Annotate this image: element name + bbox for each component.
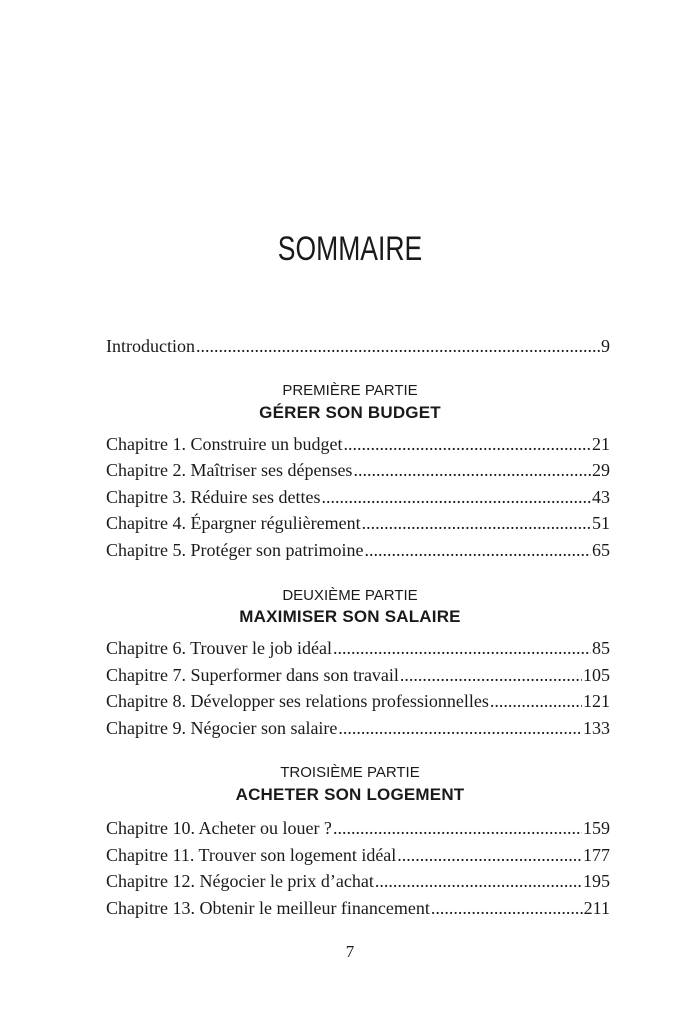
toc-entry-introduction[interactable] bbox=[106, 335, 610, 357]
toc-entry-chapter-11[interactable] bbox=[106, 844, 610, 866]
dot-leader bbox=[333, 637, 591, 659]
dot-leader bbox=[375, 870, 582, 892]
dot-leader bbox=[353, 459, 591, 481]
dot-leader bbox=[397, 844, 582, 866]
toc-entry-chapter-10[interactable] bbox=[106, 817, 610, 839]
toc-entry-label: Chapitre 8. Développer ses relations professionnelles bbox=[106, 691, 489, 711]
dot-leader bbox=[333, 817, 582, 839]
toc-entry-label: Chapitre 5. Protéger son patrimoine bbox=[106, 540, 364, 560]
toc-entry-label: Chapitre 11. Trouver son logement idéal bbox=[106, 845, 397, 865]
dot-leader bbox=[400, 664, 582, 686]
toc-entry-label: Chapitre 9. Négocier son salaire bbox=[106, 718, 338, 738]
dot-leader bbox=[338, 717, 582, 739]
dot-leader bbox=[431, 897, 583, 919]
dot-leader bbox=[343, 433, 591, 455]
toc-entry-page: 65 bbox=[592, 540, 610, 560]
toc-entry-chapter-4[interactable] bbox=[106, 512, 610, 534]
part-title-1: GÉRER SON BUDGET bbox=[259, 403, 441, 422]
toc-entry-label: Chapitre 13. Obtenir le meilleur financement bbox=[106, 898, 430, 918]
toc-entry-page: 195 bbox=[583, 871, 610, 891]
page-title: SOMMAIRE bbox=[277, 230, 423, 268]
toc-entry-chapter-9[interactable] bbox=[106, 717, 610, 739]
dot-leader bbox=[362, 512, 591, 534]
part-label-3: TROISIÈME PARTIE bbox=[280, 764, 420, 781]
toc-entry-chapter-12[interactable] bbox=[106, 870, 610, 892]
toc-entry-chapter-2[interactable] bbox=[106, 459, 610, 481]
part-title-2: MAXIMISER SON SALAIRE bbox=[239, 607, 461, 626]
toc-entry-label: Chapitre 2. Maîtriser ses dépenses bbox=[106, 460, 353, 480]
dot-leader bbox=[321, 486, 591, 508]
toc-entry-label: Chapitre 6. Trouver le job idéal bbox=[106, 638, 332, 658]
toc-entry-page: 9 bbox=[601, 336, 610, 356]
toc-entry-label: Chapitre 7. Superformer dans son travail bbox=[106, 665, 399, 685]
toc-entry-chapter-8[interactable] bbox=[106, 690, 610, 712]
toc-entry-page: 21 bbox=[592, 434, 610, 454]
toc-entry-page: 177 bbox=[583, 845, 610, 865]
part-label-2: DEUXIÈME PARTIE bbox=[282, 587, 418, 604]
part-title-3: ACHETER SON LOGEMENT bbox=[235, 785, 465, 804]
toc-entry-page: 159 bbox=[583, 818, 610, 838]
toc-entry-page: 43 bbox=[592, 487, 610, 507]
dot-leader bbox=[490, 690, 582, 712]
toc-entry-page: 211 bbox=[583, 898, 610, 918]
toc-entry-chapter-6[interactable] bbox=[106, 637, 610, 659]
toc-entry-page: 29 bbox=[592, 460, 610, 480]
toc-entry-page: 133 bbox=[583, 718, 610, 738]
toc-entry-page: 85 bbox=[592, 638, 610, 658]
toc-entry-chapter-13[interactable] bbox=[106, 897, 610, 919]
toc-entry-label: Introduction bbox=[106, 336, 195, 356]
toc-entry-label: Chapitre 1. Construire un budget bbox=[106, 434, 343, 454]
toc-entry-label: Chapitre 3. Réduire ses dettes bbox=[106, 487, 321, 507]
toc-entry-page: 51 bbox=[592, 513, 610, 533]
page-number: 7 bbox=[345, 942, 355, 961]
toc-entry-label: Chapitre 4. Épargner régulièrement bbox=[106, 513, 361, 533]
dot-leader bbox=[196, 335, 600, 357]
toc-entry-chapter-5[interactable] bbox=[106, 539, 610, 561]
part-label-1: PREMIÈRE PARTIE bbox=[282, 382, 418, 399]
toc-entry-chapter-7[interactable] bbox=[106, 664, 610, 686]
toc-entry-label: Chapitre 10. Acheter ou louer ? bbox=[106, 818, 332, 838]
toc-entry-page: 121 bbox=[583, 691, 610, 711]
toc-entry-chapter-1[interactable] bbox=[106, 433, 610, 455]
dot-leader bbox=[364, 539, 591, 561]
toc-entry-page: 105 bbox=[583, 665, 610, 685]
toc-entry-chapter-3[interactable] bbox=[106, 486, 610, 508]
toc-entry-label: Chapitre 12. Négocier le prix d’achat bbox=[106, 871, 374, 891]
